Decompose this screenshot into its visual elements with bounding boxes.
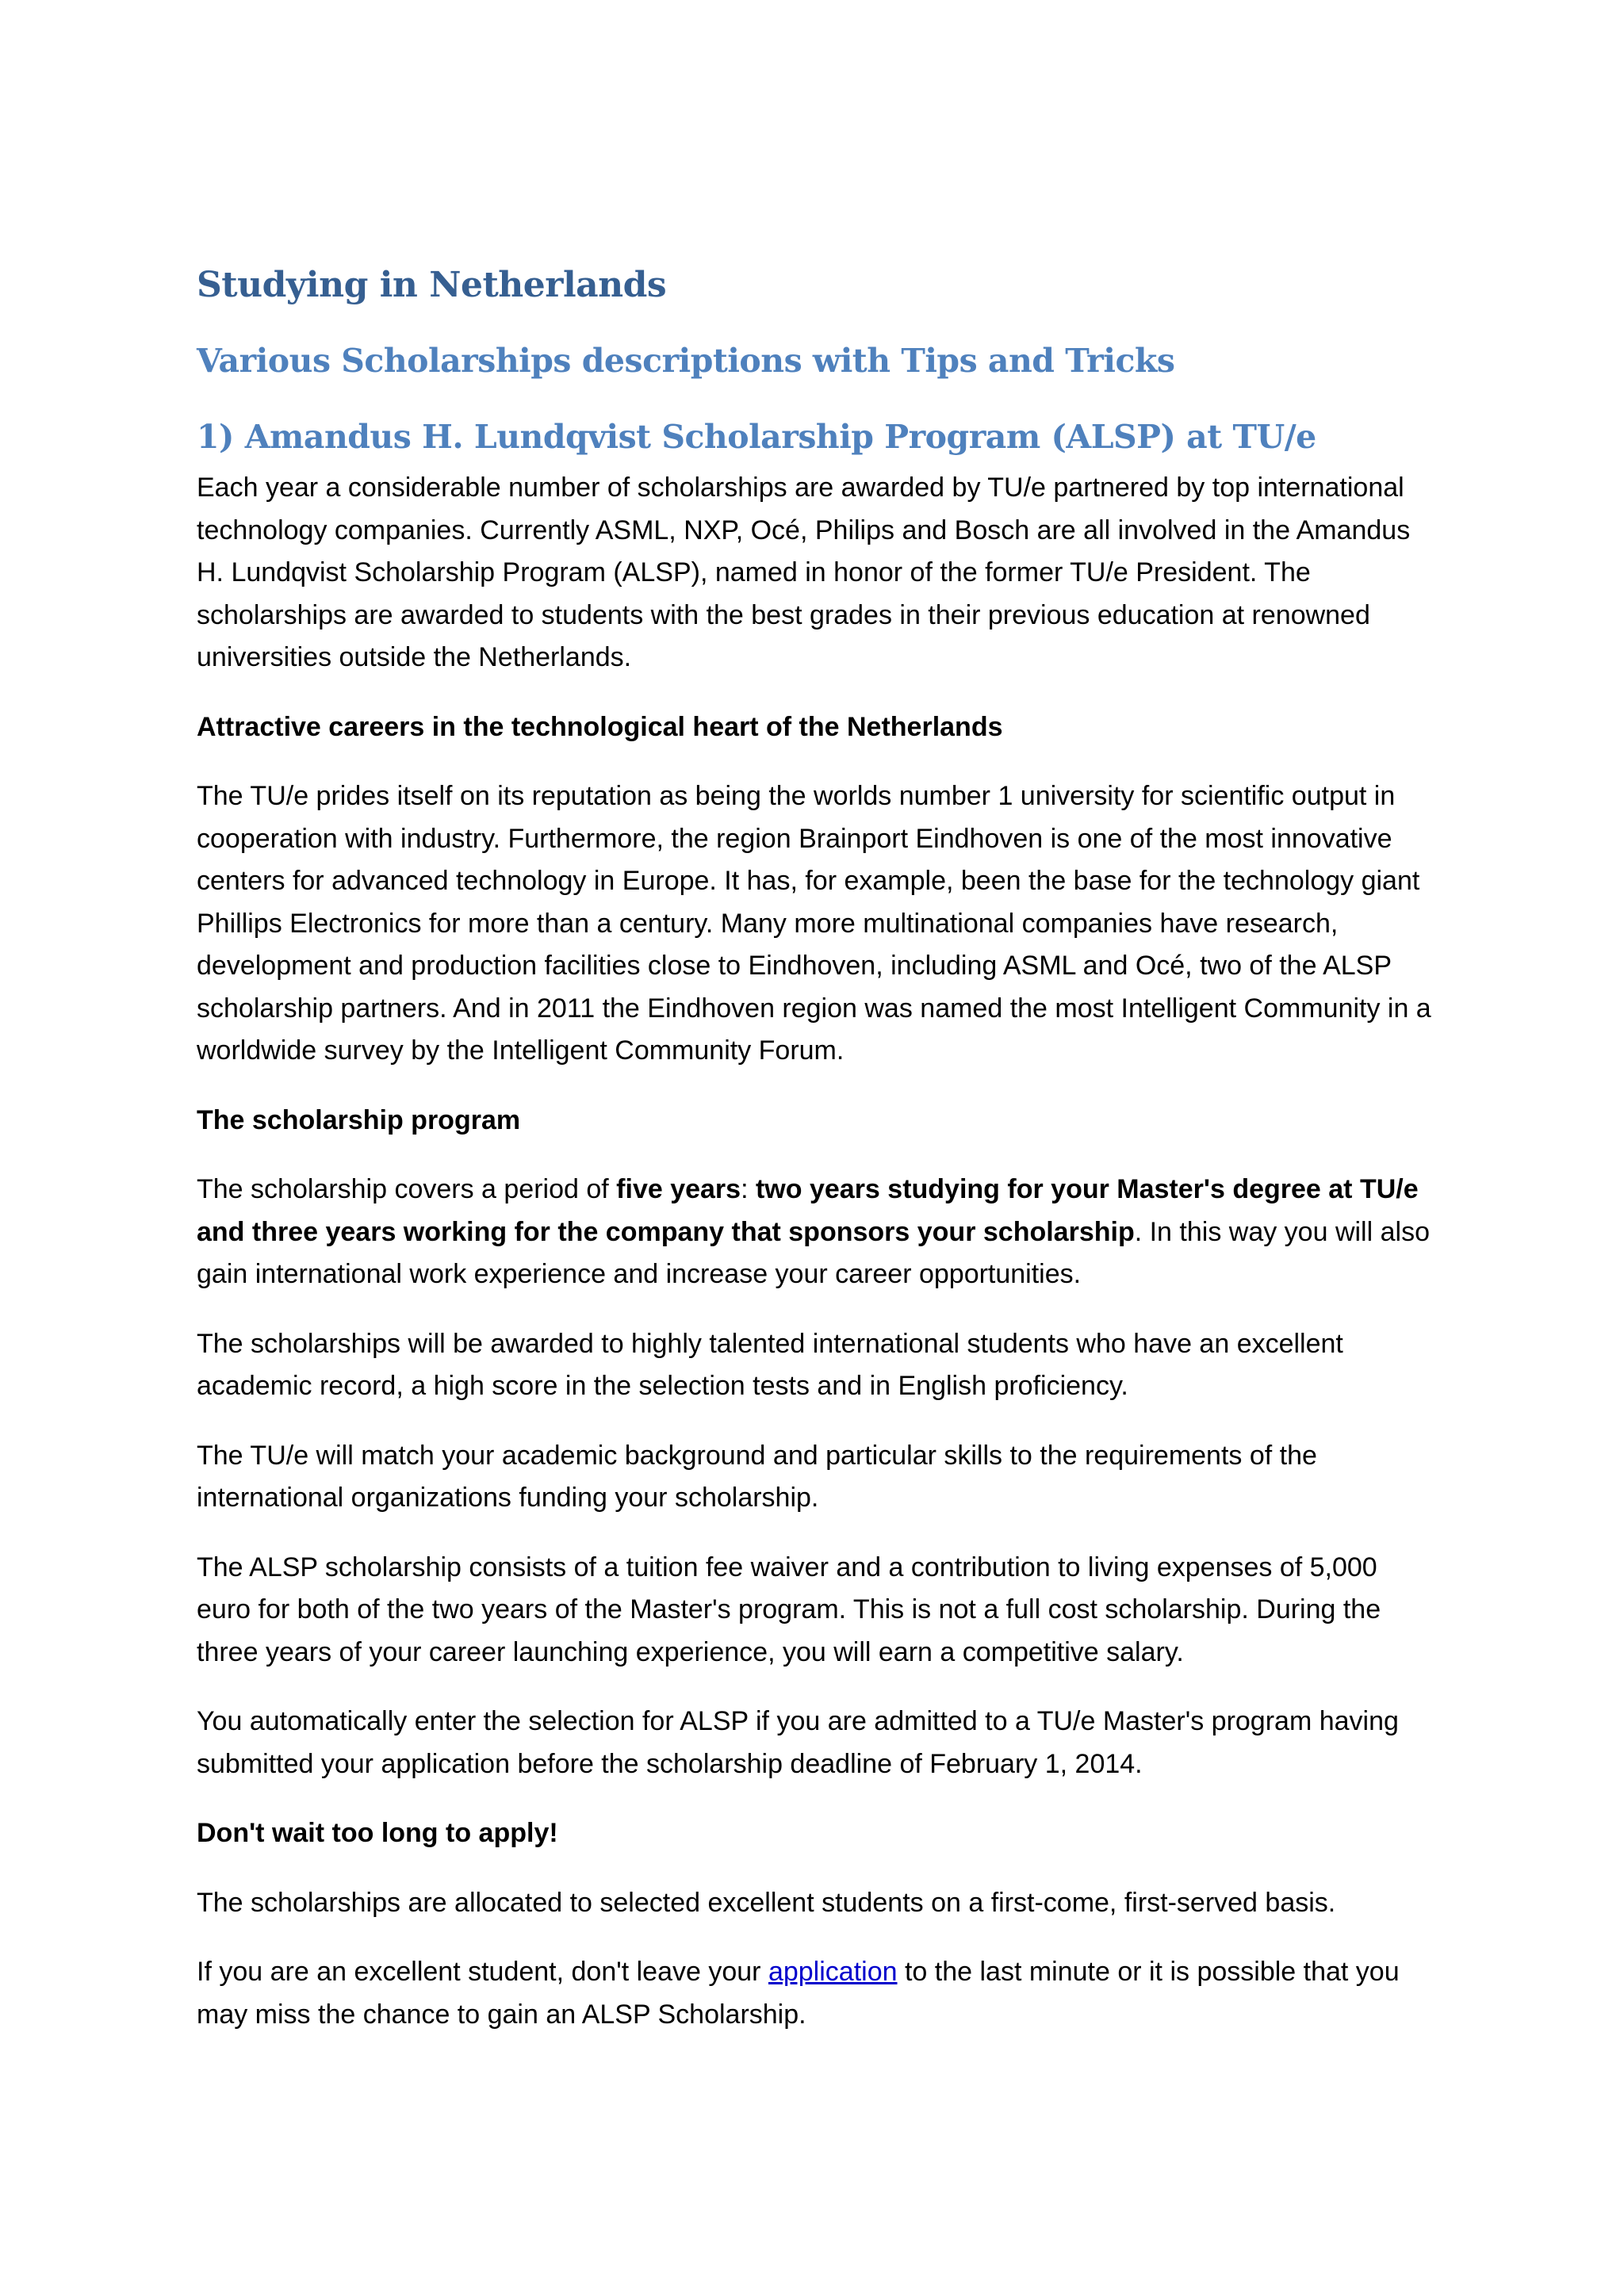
careers-heading: Attractive careers in the technological heart of the Netherlands	[197, 711, 1003, 742]
period-text-c: :	[741, 1174, 756, 1204]
intro-paragraph: Each year a considerable number of scholarships are awarded by TU/e partnered by top international technology companies. Currently ASML, NXP, Océ, Philips and Bosch are all involved in the Amandus H. Lundqvist Scholarship Program (ALSP), named in honor of the former TU/e President. The scholarships are awarded to students with the best grades in their previous education at renowned universities outside the Netherlands.	[197, 473, 1411, 672]
program-paragraph-funding: The ALSP scholarship consists of a tuition fee waiver and a contribution to living expenses of 5,000 euro for both of the two years of the Master's program. This is not a full cost scholarship. During the three years of your career launching experience, you will earn a competitive salary.	[197, 1552, 1381, 1667]
program-paragraph-eligibility: The scholarships will be awarded to highly talented international students who have an excellent academic record, a high score in the selection tests and in English proficiency.	[197, 1328, 1343, 1401]
apply-paragraph-deadline	[197, 1951, 1434, 2036]
apply-text-before: If you are an excellent student, don't leave your	[197, 1957, 768, 1987]
apply-text-after: to the last minute or it is possible that you may miss the chance to gain an ALSP Scholarship.	[197, 1957, 1400, 2030]
program-paragraph-matching: The TU/e will match your academic background and particular skills to the requirements of the international organizations funding your scholarship.	[197, 1440, 1317, 1513]
program-heading: The scholarship program	[197, 1104, 521, 1135]
program-paragraph-period	[197, 1169, 1434, 1296]
period-text-a: The scholarship covers a period of	[197, 1174, 617, 1204]
apply-heading: Don't wait too long to apply!	[197, 1818, 558, 1848]
application-link[interactable]: application	[768, 1957, 898, 1987]
program-paragraph-selection: You automatically enter the selection for ALSP if you are admitted to a TU/e Master's program having submitted your application before the scholarship deadline of February 1, 2014.	[197, 1706, 1399, 1779]
period-five-years: five years	[616, 1174, 741, 1204]
page-subtitle: Various Scholarships descriptions with Tips and Tricks	[197, 342, 1175, 380]
section-heading: 1) Amandus H. Lundqvist Scholarship Program (ALSP) at TU/e	[197, 418, 1316, 456]
period-details: two years studying for your Master's degree at TU/e and three years working for the company that sponsors your scholarship	[197, 1174, 1419, 1247]
document-page	[197, 254, 1434, 2063]
careers-paragraph: The TU/e prides itself on its reputation as being the worlds number 1 university for scientific output in cooperation with industry. Furthermore, the region Brainport Eindhoven is one of the most innovative centers for advanced technology in Europe. It has, for example, been the base for the technology giant Phillips Electronics for more than a century. Many more multinational companies have research, development and production facilities close to Eindhoven, including ASML and Océ, two of the ALSP scholarship partners. And in 2011 the Eindhoven region was named the most Intelligent Community in a worldwide survey by the Intelligent Community Forum.	[197, 781, 1431, 1066]
apply-paragraph-basis: The scholarships are allocated to selected excellent students on a first-come, first-served basis.	[197, 1887, 1336, 1918]
page-title: Studying in Netherlands	[197, 265, 667, 305]
period-text-e: . In this way you will also gain international work experience and increase your career opportunities.	[197, 1216, 1430, 1289]
